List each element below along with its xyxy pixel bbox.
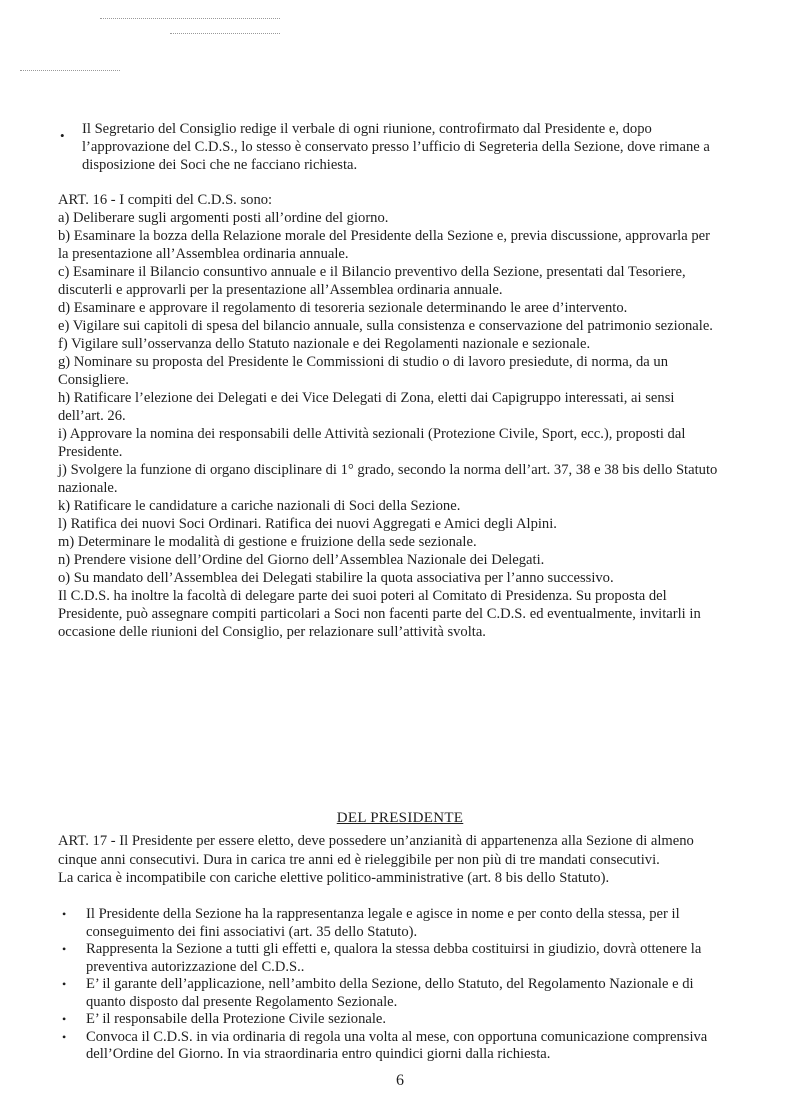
bullet-dot: • [62,942,67,956]
article-16-item-a: a) Deliberare sugli argomenti posti all’ordine del giorno. [58,210,389,226]
article-16-item-i: i) Approvare la nomina dei responsabili delle Attività sezionali (Protezione Civile, Sport, ecc.), proposti dal Presidente. [58,426,686,460]
bullet-text: Rappresenta la Sezione a tutti gli effetti e, qualora la stessa debba costituirsi in giudizio, dovrà ottenere la preventiva autorizzazione del C.D.S.. [86,941,702,975]
section-title-text: DEL PRESIDENTE [336,810,464,826]
article-17 [58,832,718,888]
article-16-item-b: b) Esaminare la bozza della Relazione morale del Presidente della Sezione e, previa discussione, approvarla per la presentazione all’Assemblea ordinaria annuale. [58,228,710,262]
bullet-text: Il Presidente della Sezione ha la rappresentanza legale e agisce in nome e per conto della stessa, per il conseguimento dei fini associativi (art. 35 dello Statuto). [86,906,680,940]
article-17-paragraph-2: La carica è incompatibile con cariche elettive politico-amministrative (art. 8 bis dello Statuto). [58,870,610,886]
bullet-dot: • [62,1029,67,1044]
article-16-item-h: h) Ratificare l’elezione dei Delegati e dei Vice Delegati di Zona, eletti dai Capigruppo interessati, ai sensi dell’art. 26. [58,390,675,424]
bullet-text: E’ il garante dell’applicazione, nell’ambito della Sezione, dello Statuto, del Regolamento Nazionale e di quanto disposto dal presente Regolamento Sezionale. [86,976,694,1010]
article-16-item-d: d) Esaminare e approvare il regolamento di tesoreria sezionale determinando le aree d’intervento. [58,300,628,316]
article-16-item-o: o) Su mandato dell’Assemblea dei Delegati stabilire la quota associativa per l’anno successivo. [58,570,614,586]
intro-paragraph: Il Segretario del Consiglio redige il verbale di ogni riunione, controfirmato dal Presidente e, dopo l’approvazione del C.D.S., lo stesso è conservato presso l’ufficio di Segreteria della Sezione, dove rimane a disposizione dei Soci che ne facciano richiesta. [82,121,710,173]
article-16-item-g: g) Nominare su proposta del Presidente le Commissioni di studio o di lavoro presiedute, di norma, da un Consigliere. [58,354,669,388]
bullet-text: E’ il responsabile della Protezione Civile sezionale. [86,1011,387,1027]
article-17-bullets [60,906,720,1064]
bullet-dot: • [62,1012,67,1026]
bullet-dot: • [60,128,65,143]
article-16-heading: ART. 16 - I compiti del C.D.S. sono: [58,192,273,208]
scan-artifact-line [20,70,120,71]
article-16-item-f: f) Vigilare sull’osservanza dello Statuto nazionale e dei Regolamenti nazionale e sezionale. [58,336,591,352]
article-16-item-m: m) Determinare le modalità di gestione e fruizione della sede sezionale. [58,534,477,550]
list-item [60,1029,720,1064]
article-16-item-l: l) Ratifica dei nuovi Soci Ordinari. Ratifica dei nuovi Aggregati e Amici degli Alpini. [58,516,557,532]
scan-artifact-line [170,33,280,34]
article-16-item-k: k) Ratificare le candidature a cariche nazionali di Soci della Sezione. [58,498,461,514]
article-17-paragraph-1: ART. 17 - Il Presidente per essere eletto, deve possedere un’anzianità di appartenenza alla Sezione di almeno cinque anni consecutivi. Dura in carica tre anni ed è rieleggibile per non più di tre mandati consecutivi. [58,833,694,868]
list-item [60,976,720,1011]
page-number: 6 [396,1072,404,1089]
section-title [0,810,800,827]
article-16-item-c: c) Esaminare il Bilancio consuntivo annuale e il Bilancio preventivo della Sezione, presentati dal Tesoriere, discuterli e approvarli per la presentazione all’Assemblea ordinaria annuale. [58,264,686,298]
list-item [60,1011,720,1029]
bullet-dot: • [62,977,67,991]
list-item [60,941,720,976]
article-16-item-n: n) Prendere visione dell’Ordine del Giorno dell’Assemblea Nazionale dei Delegati. [58,552,545,568]
article-16-item-j: j) Svolgere la funzione di organo disciplinare di 1° grado, secondo la norma dell’art. 37, 38 e 38 bis dello Statuto nazionale. [58,462,718,496]
article-16-item-e: e) Vigilare sui capitoli di spesa del bilancio annuale, sulla consistenza e conservazione del patrimonio sezionale. [58,318,713,334]
list-item [60,906,720,941]
bullet-text: Convoca il C.D.S. in via ordinaria di regola una volta al mese, con opportuna comunicazione comprensiva dell’Ordine del Giorno. In via straordinaria entro quindici giorni dalla richiesta. [86,1028,708,1062]
scan-artifact-line [100,18,280,19]
bullet-dot: • [62,907,67,921]
article-16 [58,191,718,641]
article-16-closing: Il C.D.S. ha inoltre la facoltà di delegare parte dei suoi poteri al Comitato di Presidenza. Su proposta del Presidente, può assegnare compiti particolari a Soci non facenti parte del C.D.S. ed eventualmente, invitarli in occasione delle riunioni del Consiglio, per relazionare sull’attività svolta. [58,588,701,640]
